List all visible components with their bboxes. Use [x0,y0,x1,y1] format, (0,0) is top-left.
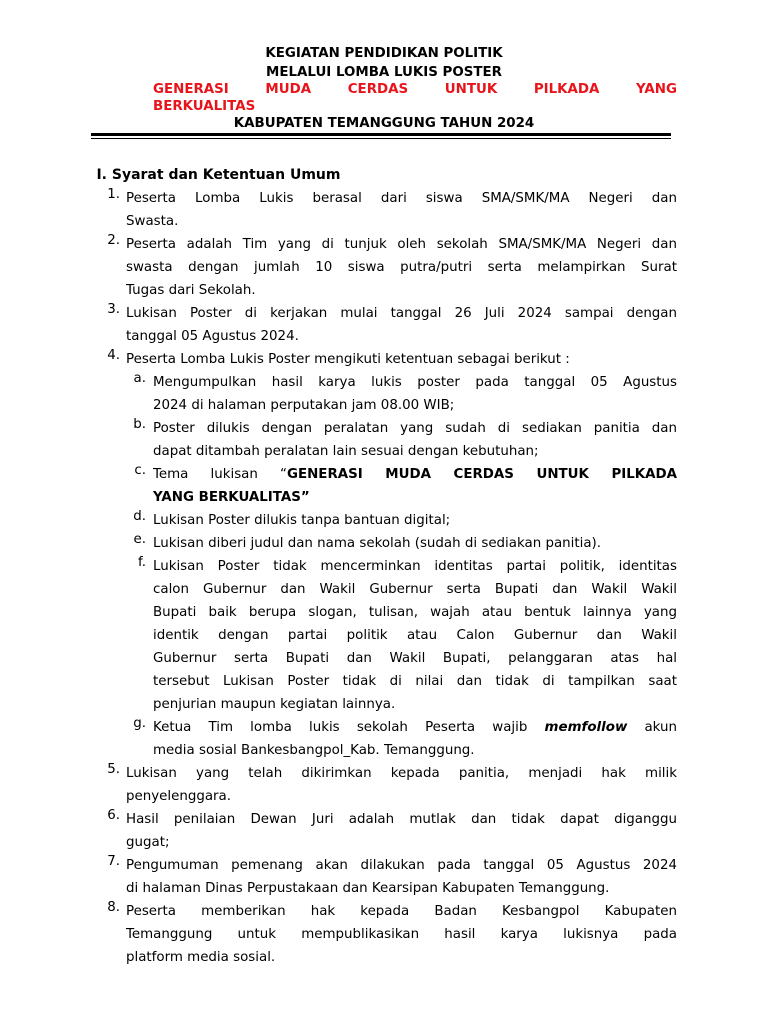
item-line: Lukisan diberi judul dan nama sekolah (sudah di sediakan panitia). [153,536,602,551]
item-line: media sosial Bankesbangpol_Kab. Temanggung. [153,743,475,758]
item-line: identik dengan partai politik atau Calon Gubernur dan Wakil [153,628,677,643]
item-number: 8. [107,900,120,915]
item-line: Poster dilukis dengan peralatan yang sudah di sediakan panitia dan [153,421,677,436]
item-line: platform media sosial. [126,950,276,965]
item-line: Lukisan Poster di kerjakan mulai tanggal 26 Juli 2024 sampai dengan [126,306,677,321]
section-number: I. [96,167,107,183]
item-line: gugat; [126,835,170,850]
red-title-line-1: GENERASI MUDA CERDAS UNTUK PILKADA YANG [153,82,677,97]
item-line: Mengumpulkan hasil karya lukis poster pada tanggal 05 Agustus [153,375,677,390]
item-line: swasta dengan jumlah 10 siswa putra/putri serta melampirkan Surat [126,260,677,275]
item-line: tanggal 05 Agustus 2024. [126,329,299,344]
item-number: 6. [107,808,120,823]
sub-item-letter: b. [133,417,146,432]
theme-prefix: Tema lukisan “ [153,467,287,482]
item-line [153,463,677,486]
section-title: Syarat dan Ketentuan Umum [111,167,341,183]
item-number: 3. [107,302,120,317]
item-number: 4. [107,348,120,363]
theme-title-part-2: YANG BERKUALITAS” [153,490,310,505]
sub-item-letter: g. [133,716,146,731]
red-title-line-2: BERKUALITAS [153,99,256,114]
item-number: 7. [107,854,120,869]
item-line: Peserta Lomba Lukis Poster mengikuti ketentuan sebagai berikut : [126,352,570,367]
item-line: di halaman Dinas Perpustakaan dan Kearsipan Kabupaten Temanggung. [126,881,610,896]
item-line [153,716,677,739]
item-line: Lukisan yang telah dikirimkan kepada panitia, menjadi hak milik [126,766,677,781]
follow-pre: Ketua Tim lomba lukis sekolah Peserta wajib [153,720,545,735]
header-line-1: KEGIATAN PENDIDIKAN POLITIK [265,46,503,61]
header-divider-thick [91,133,671,136]
follow-emphasis: memfollow [544,720,628,735]
item-number: 1. [107,187,120,202]
item-line: Lukisan Poster tidak mencerminkan identitas partai politik, identitas [153,559,677,574]
item-line: Swasta. [126,214,179,229]
follow-post: akun [627,720,678,735]
item-line: Tugas dari Sekolah. [126,283,256,298]
item-line: 2024 di halaman perputakan jam 08.00 WIB; [153,398,455,413]
item-line: tersebut Lukisan Poster tidak di nilai dan tidak di tampilkan saat [153,674,677,689]
item-line: Pengumuman pemenang akan dilakukan pada tanggal 05 Agustus 2024 [126,858,677,873]
section-heading [90,164,340,186]
item-line: calon Gubernur dan Wakil Gubernur serta Bupati dan Wakil Wakil [153,582,677,597]
sub-item-letter: a. [133,371,146,386]
item-line: dapat ditambah peralatan lain sesuai dengan kebutuhan; [153,444,539,459]
item-line: penjurian maupun kegiatan lainnya. [153,697,396,712]
header-line-3: KABUPATEN TEMANGGUNG TAHUN 2024 [233,116,535,131]
item-line: penyelenggara. [126,789,232,804]
item-number: 5. [107,762,120,777]
item-line: Hasil penilaian Dewan Juri adalah mutlak dan tidak dapat diganggu [126,812,677,827]
item-number: 2. [107,233,120,248]
item-line: Gubernur serta Bupati dan Wakil Bupati, pelanggaran atas hal [153,651,677,666]
sub-item-letter: e. [133,532,146,547]
item-line: Peserta adalah Tim yang di tunjuk oleh sekolah SMA/SMK/MA Negeri dan [126,237,677,252]
item-line: Peserta Lomba Lukis berasal dari siswa SMA/SMK/MA Negeri dan [126,191,677,206]
sub-item-letter: f. [138,555,146,570]
header-divider-thin [91,138,671,139]
item-line: Peserta memberikan hak kepada Badan Kesbangpol Kabupaten [126,904,677,919]
sub-item-letter: c. [134,463,146,478]
theme-title-part-1: GENERASI MUDA CERDAS UNTUK PILKADA [286,467,677,482]
item-line: Temanggung untuk mempublikasikan hasil karya lukisnya pada [126,927,677,942]
item-line: Bupati baik berupa slogan, tulisan, wajah atau bentuk lainnya yang [153,605,677,620]
item-line [153,486,677,509]
sub-item-letter: d. [133,509,146,524]
item-line: Lukisan Poster dilukis tanpa bantuan digital; [153,513,451,528]
header-line-2: MELALUI LOMBA LUKIS POSTER [266,65,502,80]
